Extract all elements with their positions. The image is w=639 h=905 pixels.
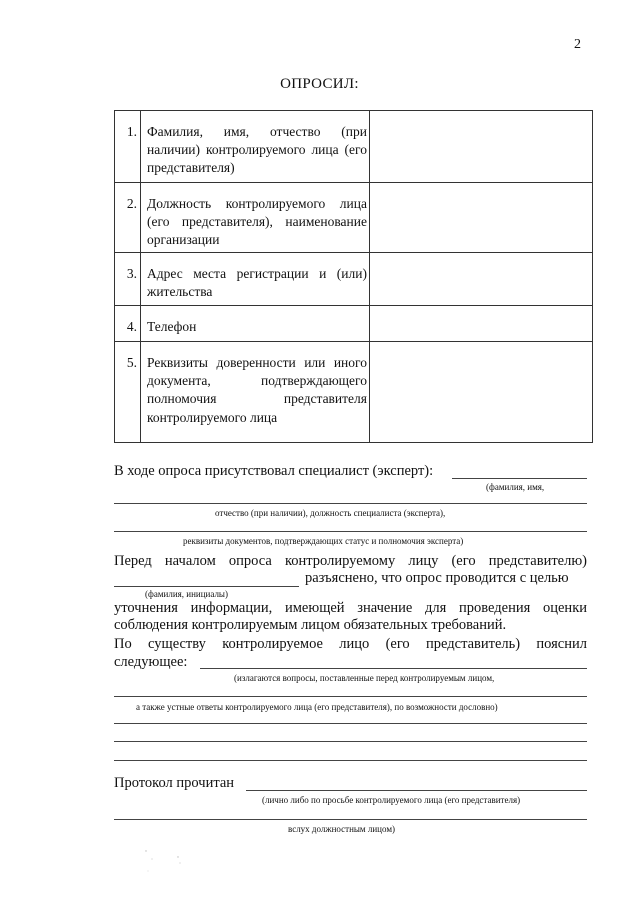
- row-label: Фамилия, имя, отчество (при наличии) контролируемого лица (его представителя): [141, 111, 370, 183]
- statement-line-blank-5[interactable]: [114, 760, 587, 761]
- statement-line-blank-3[interactable]: [114, 723, 587, 724]
- explanation-line-3: уточнения информации, имеющей значение для проведения оценки: [114, 600, 587, 616]
- row-number: 3.: [115, 253, 141, 306]
- row-number: 4.: [115, 306, 141, 342]
- row-value-field[interactable]: [370, 342, 593, 443]
- table-row: [115, 342, 593, 443]
- interviewee-table: [114, 110, 593, 443]
- interviewee-name-hint: (фамилия, инициалы): [145, 589, 228, 599]
- statement-hint-questions: (излагаются вопросы, поставленные перед контролируемым лицом,: [234, 673, 495, 683]
- statement-line-blank-2[interactable]: [114, 696, 587, 697]
- row-value-field[interactable]: [370, 306, 593, 342]
- protocol-label: Протокол прочитан: [114, 775, 235, 791]
- protocol-hint-2: вслух должностным лицом): [288, 824, 396, 834]
- page-title: ОПРОСИЛ:: [280, 76, 359, 92]
- expert-name-line[interactable]: [452, 478, 587, 479]
- row-label: Адрес места регистрации и (или) жительства: [141, 253, 370, 306]
- protocol-line-2[interactable]: [114, 819, 587, 820]
- protocol-hint-1: (лично либо по просьбе контролируемого лица (его представителя): [262, 795, 521, 805]
- row-number: 2.: [115, 183, 141, 253]
- row-value-field[interactable]: [370, 183, 593, 253]
- page-number: 2: [574, 37, 581, 52]
- row-value-field[interactable]: [370, 253, 593, 306]
- explanation-line-4: соблюдения контролируемым лицом обязательных требований.: [114, 617, 507, 633]
- protocol-line-1[interactable]: [246, 790, 587, 791]
- statement-line-1: По существу контролируемое лицо (его представитель) пояснил: [114, 636, 587, 652]
- interviewee-name-line[interactable]: [114, 586, 299, 587]
- explanation-line-2: разъяснено, что опрос проводится с целью: [305, 570, 569, 586]
- statement-line-blank-4[interactable]: [114, 741, 587, 742]
- statement-line-2: следующее:: [114, 654, 188, 670]
- row-value-field[interactable]: [370, 111, 593, 183]
- statement-hint-answers: а также устные ответы контролируемого лица (его представителя), по возможности дословно): [136, 702, 498, 712]
- expert-line-2[interactable]: [114, 503, 587, 504]
- row-label: Должность контролируемого лица (его представителя), наименование организации: [141, 183, 370, 253]
- expert-line-3[interactable]: [114, 531, 587, 532]
- table-row: [115, 111, 593, 183]
- explanation-line-1: Перед началом опроса контролируемому лицу (его представителю): [114, 553, 587, 569]
- expert-label: В ходе опроса присутствовал специалист (эксперт):: [114, 463, 434, 479]
- row-number: 1.: [115, 111, 141, 183]
- row-number: 5.: [115, 342, 141, 443]
- row-label: Телефон: [141, 306, 370, 342]
- table-row: [115, 306, 593, 342]
- row-label: Реквизиты доверенности или иного документа, подтверждающего полномочия представителя контролируемого лица: [141, 342, 370, 443]
- table-row: [115, 183, 593, 253]
- expert-hint-documents: реквизиты документов, подтверждающих статус и полномочия эксперта): [183, 536, 464, 546]
- scan-speck-marks: [140, 847, 190, 877]
- expert-hint-name: (фамилия, имя,: [486, 482, 545, 492]
- expert-hint-position: отчество (при наличии), должность специалиста (эксперта),: [215, 508, 446, 518]
- table-row: [115, 253, 593, 306]
- statement-line-blank-1[interactable]: [200, 668, 587, 669]
